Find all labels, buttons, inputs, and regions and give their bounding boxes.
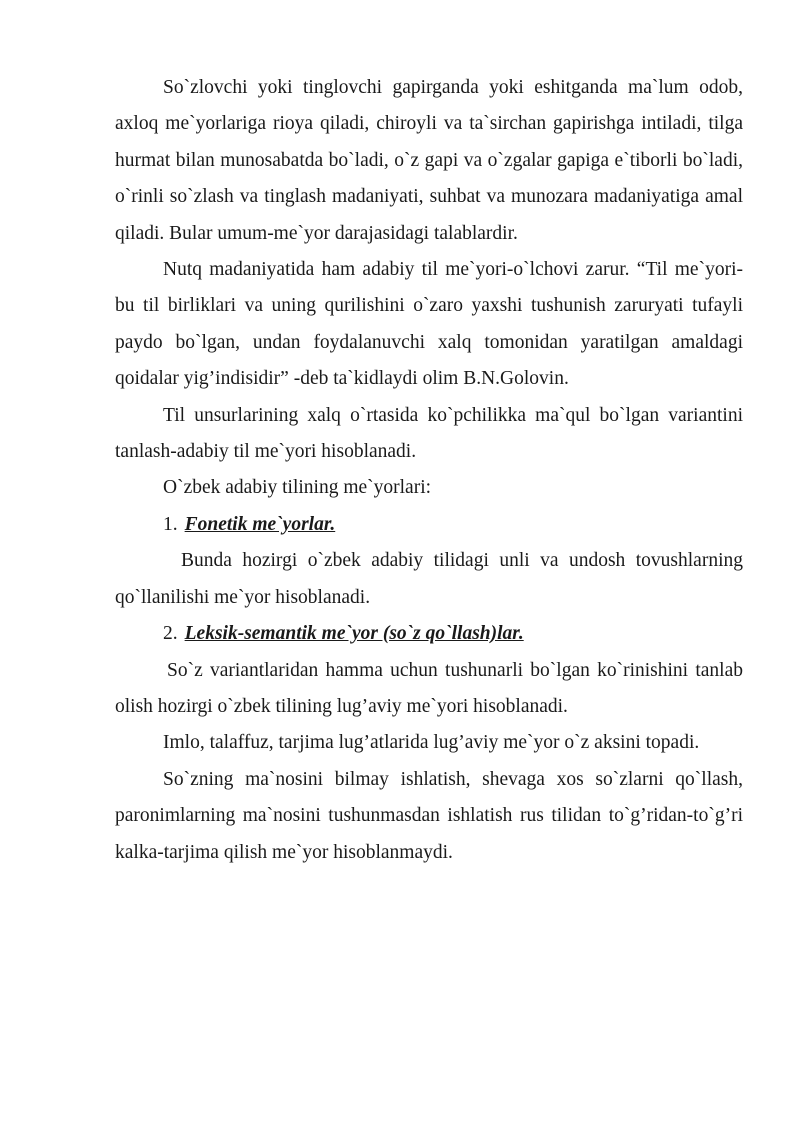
paragraph-variant-selection: Til unsurlarining xalq o`rtasida ko`pchilikka ma`qul bo`lgan variantini tanlash-adabiy til me`yori hisoblanadi. [115,404,743,463]
section-heading-phonetic [115,507,743,543]
section-number: 1. [163,513,178,535]
section-title: Leksik-semantik me`yor (so`z qo`llash)lar. [184,623,524,645]
section-title: Fonetik me`yorlar. [184,513,336,535]
paragraph-speech-etiquette: So`zlovchi yoki tinglovchi gapirganda yoki eshitganda ma`lum odob, axloq me`yorlariga rioya qiladi, chiroyli va ta`sirchan gapirishga intiladi, tilga hurmat bilan munosabatda bo`ladi, o`z gapi va o`zgalar gapiga e`tiborli bo`ladi, o`rinli so`zlash va tinglash madaniyati, suhbat va munozara madaniyatiga amal qiladi. Bular umum-me`yor darajasidagi talablardir. [115,77,743,244]
paragraph-dictionaries: Imlo, talaffuz, tarjima lug’atlarida lug’aviy me`yor o`z aksini topadi. [163,732,700,754]
paragraph-norms-intro: O`zbek adabiy tilining me`yorlari: [163,477,432,499]
section-heading-lexical [115,616,743,652]
paragraph-phonetic-body: Bunda hozirgi o`zbek adabiy tilidagi unli va undosh tovushlarning qo`llanilishi me`yor hisoblanadi. [115,550,743,608]
paragraph-lexical-body: So`z variantlaridan hamma uchun tushunarli bo`lgan ko`rinishini tanlab olish hozirgi o`zbek tilining lug’aviy me`yori hisoblanadi. [115,659,743,717]
paragraph-misuse: So`zning ma`nosini bilmay ishlatish, shevaga xos so`zlarni qo`llash, paronimlarning ma`nosini tushunmasdan ishlatish rus tilidan to`g’ridan-to`g’ri kalka-tarjima qilish me`yor hisoblanmaydi. [115,768,743,863]
document-page [115,70,743,871]
section-number: 2. [163,623,178,645]
paragraph-language-norm: Nutq madaniyatida ham adabiy til me`yori-o`lchovi zarur. “Til me`yori-bu til birliklari va uning qurilishini o`zaro yaxshi tushunish zaruryati tufayli paydo bo`lgan, undan foydalanuvchi xalq tomonidan yaratilgan amaldagi qoidalar yig’indisidir” -deb ta`kidlaydi olim B.N.Golovin. [115,259,743,390]
